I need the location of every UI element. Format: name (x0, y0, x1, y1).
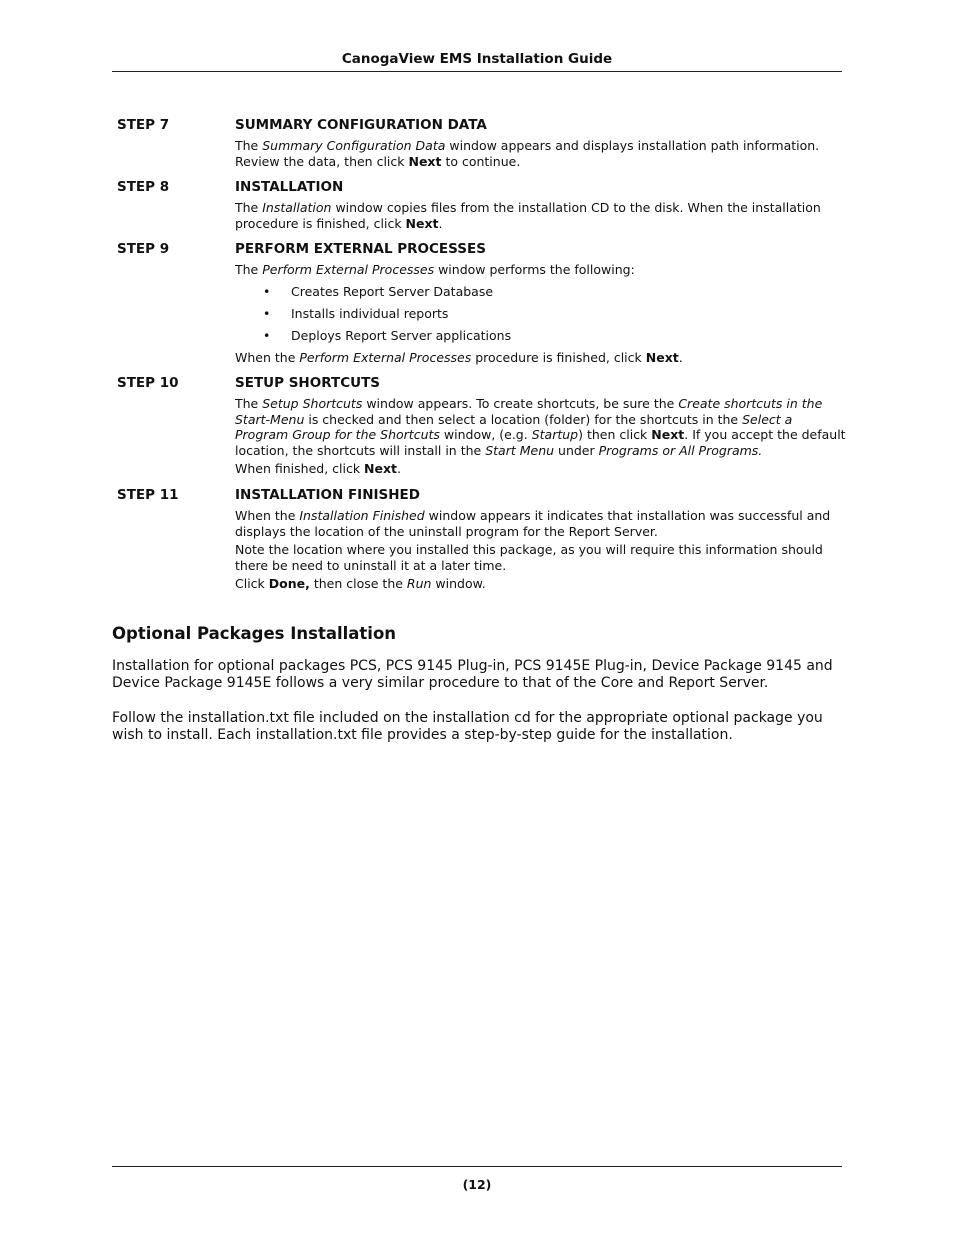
step-label: STEP 11 (117, 487, 179, 503)
list-item: • Creates Report Server Database (263, 283, 494, 299)
body-paragraph: Installation for optional packages PCS, PCS 9145 Plug-in, PCS 9145E Plug-in, Device Package 9145 and Device Package 9145E follows a very similar procedure to that of the Core and Report Server. (112, 658, 833, 691)
step-paragraph: The Setup Shortcuts window appears. To create shortcuts, be sure the Create shortcuts in the Start-Menu is checked and then select a location (folder) for the shortcuts in the Select a Program Group for the Shortcuts window, (e.g. Startup) then click Next. If you accept the default location, the shortcuts will install in the Start Menu under Programs or All Programs. (235, 396, 846, 458)
step-body (235, 241, 847, 365)
step-paragraph: Note the location where you installed this package, as you will require this information should there be need to uninstall it at a later time. (235, 542, 823, 573)
step-paragraph: The Perform External Processes window performs the following: (235, 262, 635, 277)
header-divider (112, 71, 842, 72)
step-paragraph: When the Perform External Processes procedure is finished, click Next. (235, 349, 683, 365)
page-number: (12) (462, 1177, 492, 1192)
list-item: • Deploys Report Server applications (263, 327, 512, 343)
step-paragraph: When the Installation Finished window appears it indicates that installation was successful and displays the location of the uninstall program for the Report Server. (235, 508, 831, 539)
step-label: STEP 9 (117, 241, 170, 257)
step-body (235, 487, 847, 592)
step-paragraph: The Summary Configuration Data window appears and displays installation path information. Review the data, then click Next to continue. (235, 138, 820, 169)
step-paragraph: The Installation window copies files from the installation CD to the disk. When the installation procedure is finished, click Next. (235, 200, 821, 231)
step-title: SETUP SHORTCUTS (235, 375, 381, 391)
step-body (235, 117, 847, 169)
bullet-icon: • (263, 283, 271, 299)
step-label: STEP 7 (117, 117, 170, 133)
page-header-title: CanogaView EMS Installation Guide (341, 51, 613, 67)
bullet-icon: • (263, 305, 271, 321)
process-list (235, 284, 847, 344)
footer-divider (112, 1166, 842, 1167)
bullet-icon: • (263, 327, 271, 343)
step-title: INSTALLATION (235, 179, 344, 195)
step-paragraph: Click Done, then close the Run window. (235, 576, 486, 591)
step-title: SUMMARY CONFIGURATION DATA (235, 117, 487, 133)
step-body (235, 375, 847, 477)
section-heading: Optional Packages Installation (112, 624, 397, 643)
step-body (235, 179, 847, 231)
step-title: INSTALLATION FINISHED (235, 487, 420, 503)
step-label: STEP 8 (117, 179, 170, 195)
body-paragraph: Follow the installation.txt file included on the installation cd for the appropriate optional package you wish to install. Each installation.txt file provides a step-by-step guide for the installation. (112, 710, 823, 743)
step-label: STEP 10 (117, 375, 179, 391)
step-paragraph: When finished, click Next. (235, 461, 402, 476)
step-title: PERFORM EXTERNAL PROCESSES (235, 241, 486, 257)
list-item: • Installs individual reports (263, 305, 449, 321)
